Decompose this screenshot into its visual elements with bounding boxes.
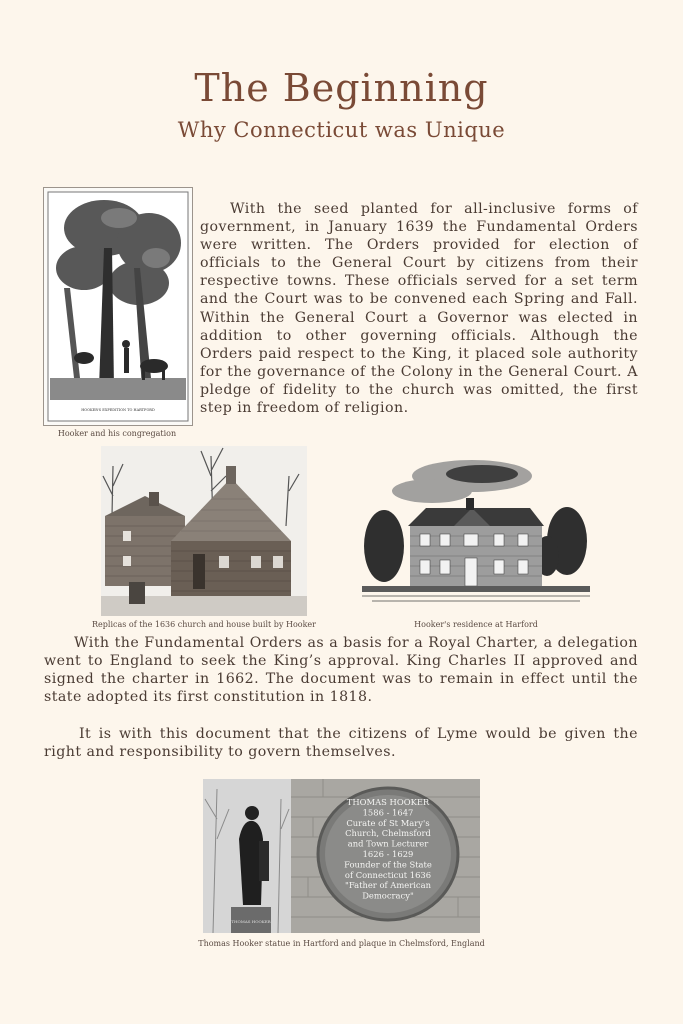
plaque-line: Church, Chelmsford	[345, 828, 431, 839]
residence-engraving	[362, 446, 590, 616]
page-title: The Beginning	[194, 66, 489, 110]
residence-caption: Hooker's residence at Harford	[414, 620, 538, 629]
statue-plaque-photo	[203, 779, 480, 933]
plate-caption: HOOKER'S EXPEDITION TO HARTFORD	[81, 408, 155, 412]
plaque-line: THOMAS HOOKER	[346, 797, 430, 807]
paragraph-fundamental-orders: With the seed planted for all-inclusive forms of government, in January 1639 the Fundamental Orders were written. The Orders provided for election of officials to the General Court by citizens from their respective towns. These officials served for a set term and the Court was to be convened each Spring and Fall. Within the General Court a Governor was elected in addition to other governing officials. Although the Orders paid respect to the King, it placed sole authority for the governance of the Colony in the General Court. A pledge of fidelity to the church was omitted, the first step in freedom of religion.	[200, 201, 638, 417]
plaque-line: Curate of St Mary's	[346, 817, 430, 828]
plaque-line: and Town Lecturer	[347, 838, 429, 849]
plaque-line: "Father of American	[345, 880, 431, 891]
page-subtitle: Why Connecticut was Unique	[177, 118, 506, 142]
plaque-line: 1626 - 1629	[362, 849, 414, 859]
congregation-caption: Hooker and his congregation	[57, 429, 177, 438]
congregation-engraving	[43, 187, 193, 426]
statue-plaque-caption: Thomas Hooker statue in Hartford and plaque in Chelmsford, England	[198, 939, 485, 948]
replicas-photo	[101, 446, 307, 616]
plaque-line: Founder of the State	[344, 859, 432, 870]
plinth-text: THOMAS HOOKER	[231, 919, 271, 924]
paragraph-royal-charter: With the Fundamental Orders as a basis for a Royal Charter, a delegation went to England to seek the King’s approval. King Charles II approved and signed the charter in 1662. The document was to remain in effect until the state adopted its first constitution in 1818.	[44, 635, 638, 705]
plaque-line: Democracy"	[362, 890, 414, 901]
plaque-line: of Connecticut 1636	[344, 869, 432, 880]
paragraph-lyme: It is with this document that the citizens of Lyme would be given the right and responsibility to govern themselves.	[44, 726, 638, 760]
plaque-line: 1586 - 1647	[362, 807, 414, 818]
replicas-caption: Replicas of the 1636 church and house built by Hooker	[92, 620, 316, 629]
